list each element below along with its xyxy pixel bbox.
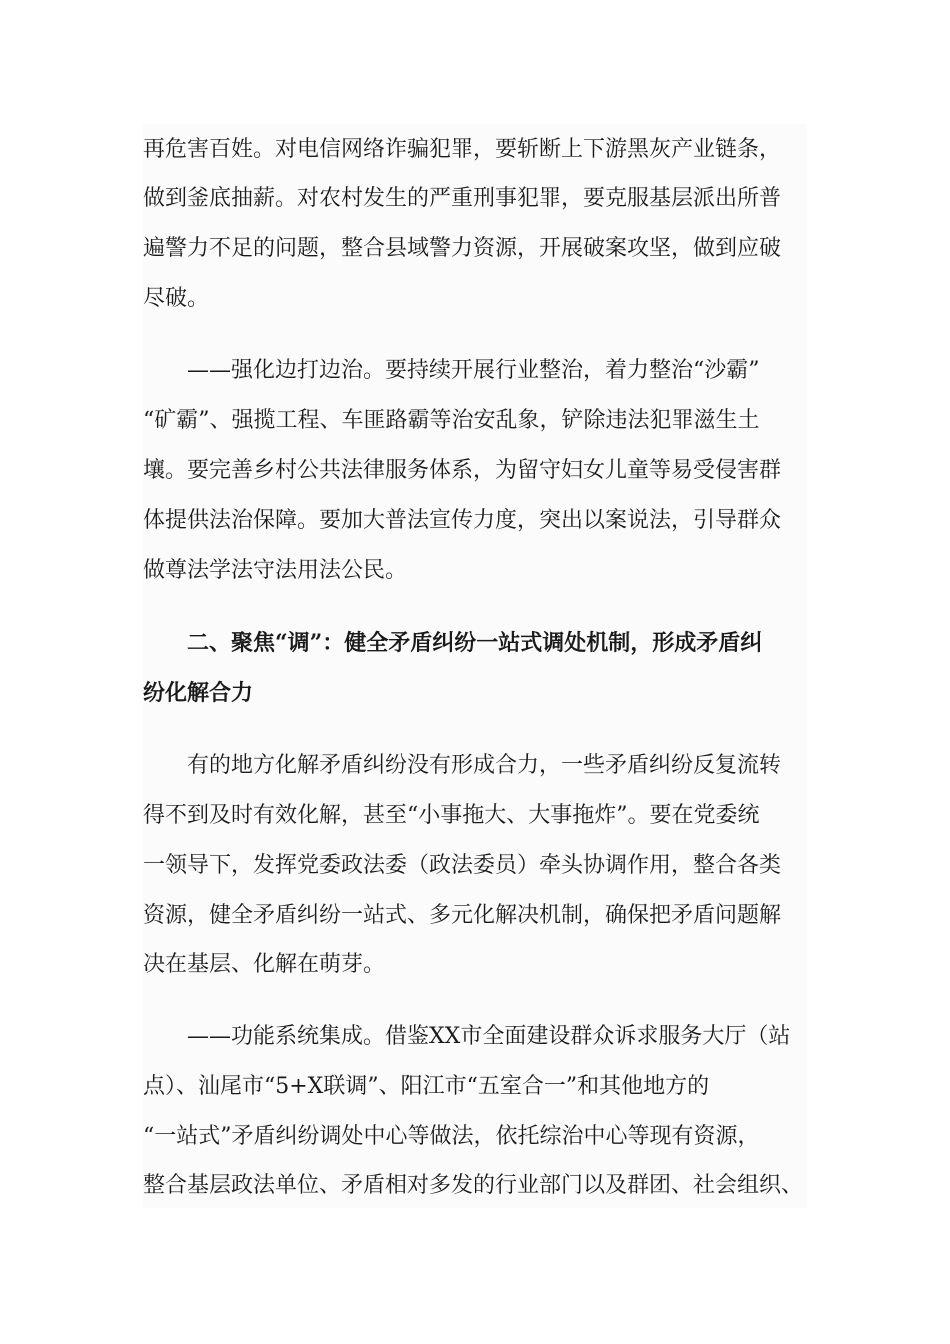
paragraph-line: 有的地方化解矛盾纠纷没有形成合力，一些矛盾纠纷反复流转 <box>187 753 782 778</box>
paragraph-line: 做尊法学法守法用法公民。 <box>143 558 408 583</box>
paragraph-line: ——功能系统集成。借鉴XX市全面建设群众诉求服务大厅（站 <box>187 1024 791 1049</box>
section-heading: 纷化解合力 <box>143 680 254 706</box>
document-page <box>143 124 807 1208</box>
paragraph-line: 体提供法治保障。要加大普法宣传力度，突出以案说法，引导群众 <box>143 508 782 533</box>
paragraph-line: 决在基层、化解在萌芽。 <box>143 952 386 977</box>
paragraph-line: 资源，健全矛盾纠纷一站式、多元化解决机制，确保把矛盾问题解 <box>143 903 782 928</box>
paragraph-line: 壤。要完善乡村公共法律服务体系，为留守妇女儿童等易受侵害群 <box>143 458 782 483</box>
section-heading: 二、聚焦“调”：健全矛盾纠纷一站式调处机制，形成矛盾纠 <box>187 630 763 656</box>
paragraph-line: 点）、汕尾市“5+X联调”、阳江市“五室合一”和其他地方的 <box>143 1074 710 1099</box>
paragraph-line: 做到釜底抽薪。对农村发生的严重刑事犯罪，要克服基层派出所普 <box>143 186 782 211</box>
paragraph-line: “一站式”矛盾纠纷调处中心等做法，依托综治中心等现有资源， <box>143 1124 760 1149</box>
paragraph-line: 一领导下，发挥党委政法委（政法委员）牵头协调作用，整合各类 <box>143 853 782 878</box>
paragraph-line: 再危害百姓。对电信网络诈骗犯罪，要斩断上下游黑灰产业链条， <box>143 137 782 162</box>
paragraph-line: 得不到及时有效化解，甚至“小事拖大、大事拖炸”。要在党委统 <box>143 803 760 828</box>
paragraph-line: 遍警力不足的问题，整合县域警力资源，开展破案攻坚，做到应破 <box>143 236 782 261</box>
paragraph-line: “矿霸”、强揽工程、车匪路霸等治安乱象，铲除违法犯罪滋生土 <box>143 408 760 433</box>
paragraph-line: 整合基层政法单位、矛盾相对多发的行业部门以及群团、社会组织、 <box>143 1173 804 1198</box>
paragraph-line: ——强化边打边治。要持续开展行业整治，着力整治“沙霸” <box>187 358 760 383</box>
paragraph-line: 尽破。 <box>143 286 210 311</box>
